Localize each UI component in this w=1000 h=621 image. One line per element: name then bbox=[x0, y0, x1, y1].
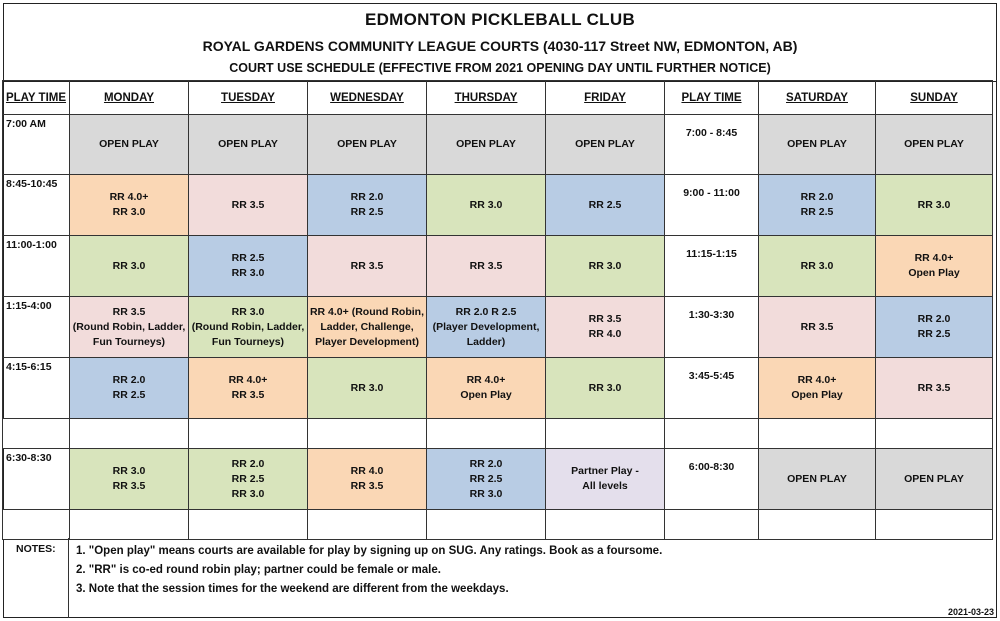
weekend-time-slot: 1:30-3:30 bbox=[665, 297, 759, 358]
notes-list bbox=[76, 542, 662, 599]
session-friday: RR 3.0 bbox=[546, 236, 665, 297]
note-item: 3. Note that the session times for the weekend are different from the weekdays. bbox=[76, 583, 509, 595]
session-monday: RR 3.0 bbox=[70, 236, 189, 297]
empty-cell bbox=[665, 419, 759, 449]
empty-cell bbox=[759, 510, 876, 540]
club-title: EDMONTON PICKLEBALL CLUB bbox=[364, 10, 636, 29]
session-sunday: OPEN PLAY bbox=[876, 115, 993, 175]
col-header-tuesday: TUESDAY bbox=[189, 81, 308, 115]
session-sunday: OPEN PLAY bbox=[876, 449, 993, 510]
time-slot: 8:45-10:45 bbox=[3, 175, 70, 236]
schedule-row bbox=[3, 115, 993, 175]
col-header-weekend-play-time: PLAY TIME bbox=[665, 81, 759, 115]
empty-cell bbox=[427, 419, 546, 449]
empty-cell bbox=[70, 419, 189, 449]
session-tuesday: RR 4.0+ RR 3.5 bbox=[189, 358, 308, 419]
spacer-row bbox=[3, 510, 993, 540]
session-monday: RR 2.0 RR 2.5 bbox=[70, 358, 189, 419]
session-wednesday: OPEN PLAY bbox=[308, 115, 427, 175]
weekend-time-slot: 9:00 - 11:00 bbox=[665, 175, 759, 236]
spacer-row bbox=[3, 419, 993, 449]
schedule-row bbox=[3, 236, 993, 297]
empty-cell bbox=[308, 510, 427, 540]
empty-cell bbox=[70, 510, 189, 540]
session-friday: Partner Play - All levels bbox=[546, 449, 665, 510]
session-sunday: RR 2.0 RR 2.5 bbox=[876, 297, 993, 358]
session-monday: OPEN PLAY bbox=[70, 115, 189, 175]
col-header-monday: MONDAY bbox=[70, 81, 189, 115]
empty-cell bbox=[3, 510, 70, 540]
session-friday: RR 2.5 bbox=[546, 175, 665, 236]
session-tuesday: RR 3.5 bbox=[189, 175, 308, 236]
session-sunday: RR 3.0 bbox=[876, 175, 993, 236]
col-header-sunday: SUNDAY bbox=[876, 81, 993, 115]
empty-cell bbox=[189, 510, 308, 540]
col-header-play-time: PLAY TIME bbox=[3, 81, 70, 115]
session-tuesday: OPEN PLAY bbox=[189, 115, 308, 175]
session-tuesday: RR 2.0 RR 2.5 RR 3.0 bbox=[189, 449, 308, 510]
empty-cell bbox=[876, 419, 993, 449]
empty-cell bbox=[759, 419, 876, 449]
session-saturday: OPEN PLAY bbox=[759, 449, 876, 510]
time-slot: 1:15-4:00 bbox=[3, 297, 70, 358]
session-tuesday: RR 2.5 RR 3.0 bbox=[189, 236, 308, 297]
col-header-friday: FRIDAY bbox=[546, 81, 665, 115]
weekend-time-slot: 7:00 - 8:45 bbox=[665, 115, 759, 175]
session-monday: RR 3.0 RR 3.5 bbox=[70, 449, 189, 510]
session-friday: OPEN PLAY bbox=[546, 115, 665, 175]
time-slot: 6:30-8:30 bbox=[3, 449, 70, 510]
empty-cell bbox=[876, 510, 993, 540]
session-thursday: RR 2.0 R 2.5 (Player Development, Ladder) bbox=[427, 297, 546, 358]
session-tuesday: RR 3.0 (Round Robin, Ladder, Fun Tourneys) bbox=[189, 297, 308, 358]
weekend-time-slot: 6:00-8:30 bbox=[665, 449, 759, 510]
time-slot: 4:15-6:15 bbox=[3, 358, 70, 419]
session-thursday: RR 3.0 bbox=[427, 175, 546, 236]
empty-cell bbox=[427, 510, 546, 540]
session-thursday: OPEN PLAY bbox=[427, 115, 546, 175]
schedule-table bbox=[2, 80, 993, 540]
session-monday: RR 3.5 (Round Robin, Ladder, Fun Tourneys) bbox=[70, 297, 189, 358]
session-saturday: RR 3.0 bbox=[759, 236, 876, 297]
note-item: 2. "RR" is co-ed round robin play; partner could be female or male. bbox=[76, 564, 441, 576]
session-wednesday: RR 4.0 RR 3.5 bbox=[308, 449, 427, 510]
note-item: 1. "Open play" means courts are available for play by signing up on SUG. Any ratings. Book as a foursome. bbox=[76, 545, 663, 557]
session-saturday: RR 4.0+ Open Play bbox=[759, 358, 876, 419]
column-header-row bbox=[3, 81, 993, 115]
session-saturday: RR 3.5 bbox=[759, 297, 876, 358]
venue-subtitle: ROYAL GARDENS COMMUNITY LEAGUE COURTS (4030-117 Street NW, EDMONTON, AB) bbox=[202, 38, 798, 54]
session-monday: RR 4.0+ RR 3.0 bbox=[70, 175, 189, 236]
empty-cell bbox=[546, 510, 665, 540]
schedule-title: COURT USE SCHEDULE (EFFECTIVE FROM 2021 OPENING DAY UNTIL FURTHER NOTICE) bbox=[229, 61, 771, 75]
schedule-row bbox=[3, 358, 993, 419]
empty-cell bbox=[665, 510, 759, 540]
revision-date: 2021-03-23 bbox=[947, 607, 994, 617]
session-sunday: RR 4.0+ Open Play bbox=[876, 236, 993, 297]
empty-cell bbox=[189, 419, 308, 449]
session-thursday: RR 2.0 RR 2.5 RR 3.0 bbox=[427, 449, 546, 510]
session-wednesday: RR 3.5 bbox=[308, 236, 427, 297]
session-saturday: OPEN PLAY bbox=[759, 115, 876, 175]
empty-cell bbox=[308, 419, 427, 449]
session-wednesday: RR 4.0+ (Round Robin, Ladder, Challenge, Player Development) bbox=[308, 297, 427, 358]
schedule-row bbox=[3, 297, 993, 358]
empty-cell bbox=[546, 419, 665, 449]
session-thursday: RR 4.0+ Open Play bbox=[427, 358, 546, 419]
session-wednesday: RR 2.0 RR 2.5 bbox=[308, 175, 427, 236]
session-saturday: RR 2.0 RR 2.5 bbox=[759, 175, 876, 236]
session-friday: RR 3.0 bbox=[546, 358, 665, 419]
session-friday: RR 3.5 RR 4.0 bbox=[546, 297, 665, 358]
schedule-row bbox=[3, 175, 993, 236]
time-slot: 7:00 AM bbox=[3, 115, 70, 175]
empty-cell bbox=[3, 419, 70, 449]
time-slot: 11:00-1:00 bbox=[3, 236, 70, 297]
weekend-time-slot: 11:15-1:15 bbox=[665, 236, 759, 297]
session-sunday: RR 3.5 bbox=[876, 358, 993, 419]
col-header-thursday: THURSDAY bbox=[427, 81, 546, 115]
notes-label: NOTES: bbox=[16, 543, 56, 555]
notes-divider bbox=[68, 538, 69, 618]
col-header-wednesday: WEDNESDAY bbox=[308, 81, 427, 115]
col-header-saturday: SATURDAY bbox=[759, 81, 876, 115]
weekend-time-slot: 3:45-5:45 bbox=[665, 358, 759, 419]
session-wednesday: RR 3.0 bbox=[308, 358, 427, 419]
session-thursday: RR 3.5 bbox=[427, 236, 546, 297]
schedule-row bbox=[3, 449, 993, 510]
